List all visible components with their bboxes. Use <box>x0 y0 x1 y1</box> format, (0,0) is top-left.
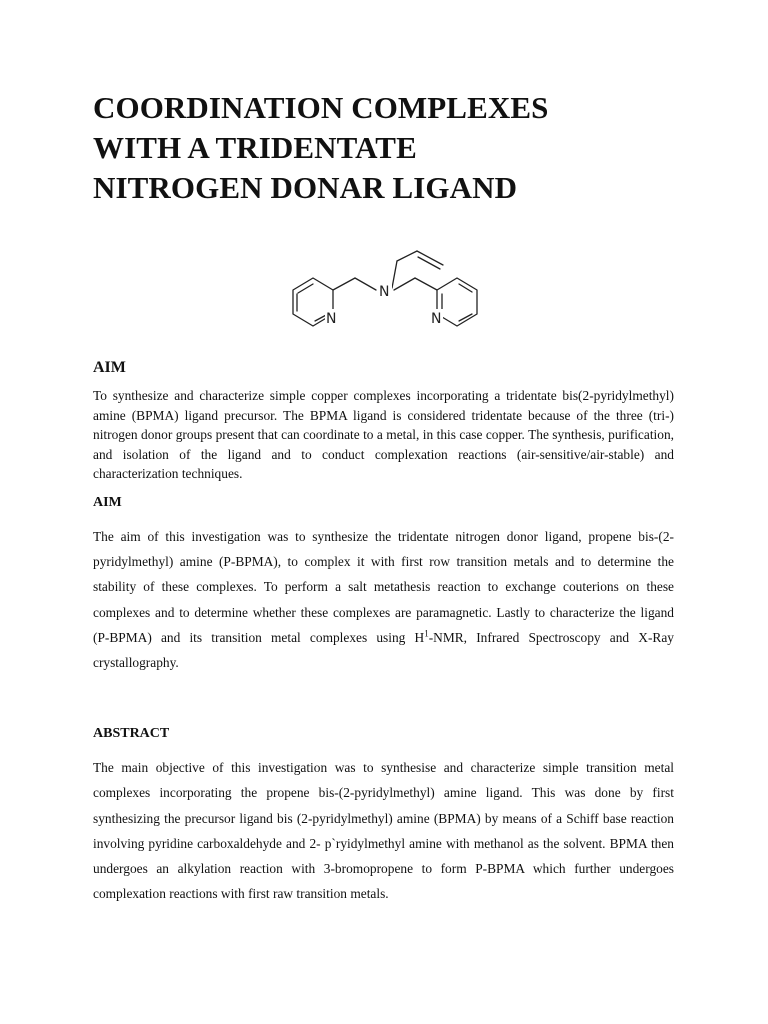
aim-paragraph-2-text: The aim of this investigation was to synthesize the tridentate nitrogen donor ligand, propene bis-(2-pyridylmethyl) amine (P-BPMA), to complex it with first row transition metals and to determine the stability of these complexes. To perform a salt metathesis reaction to exchange couterions on these complexes and to determine whether these complexes are paramagnetic. Lastly to characterize the ligand (P-BPMA) and its transition metal complexes using H <box>93 528 674 645</box>
abstract-heading: ABSTRACT <box>93 726 170 742</box>
aim-heading-2: AIM <box>93 494 122 510</box>
document-title <box>93 88 674 208</box>
abstract-paragraph: The main objective of this investigation was to synthesise and characterize simple transition metal complexes incorporating the propene bis-(2-pyridylmethyl) amine ligand. This was done by first synthesizing the precursor ligand bis (2-pyridylmethyl) amine (BPMA) by means of a Schiff base reaction involving pyridine carboxaldehyde and 2- p`ryidylmethyl amine with methanol as the solvent. BPMA then undergoes an alkylation reaction with 3-bromopropene to form P-BPMA which further undergoes complexation reactions with first raw transition metals. <box>93 760 674 902</box>
ligand-structure-diagram <box>265 248 505 348</box>
aim-paragraph-2-text-end: -NMR, Infrared Spectroscopy and X-Ray crystallography. <box>93 629 674 670</box>
nmr-superscript: 1 <box>424 628 429 639</box>
title-line-3: NITROGEN DONAR LIGAND <box>93 170 518 205</box>
aim-heading-1: AIM <box>93 359 126 376</box>
left-ring-nitrogen-label: N <box>326 311 337 327</box>
title-line-1: COORDINATION COMPLEXES <box>93 90 549 125</box>
title-line-2: WITH A TRIDENTATE <box>93 130 417 165</box>
document-page <box>93 88 674 906</box>
aim-paragraph-2 <box>93 524 674 675</box>
central-nitrogen-label: N <box>379 284 390 300</box>
right-ring-nitrogen-label: N <box>431 311 442 327</box>
aim-paragraph-1: To synthesize and characterize simple copper complexes incorporating a tridentate bis(2-pyridylmethyl) amine (BPMA) ligand precursor. The BPMA ligand is considered tridentate because of the three (tri-) nitrogen donor groups present that can coordinate to a metal, in this case copper. The synthesis, purification, and isolation of the ligand and to conduct complexation reactions (air-sensitive/air-stable) and characterization techniques. <box>93 388 674 482</box>
